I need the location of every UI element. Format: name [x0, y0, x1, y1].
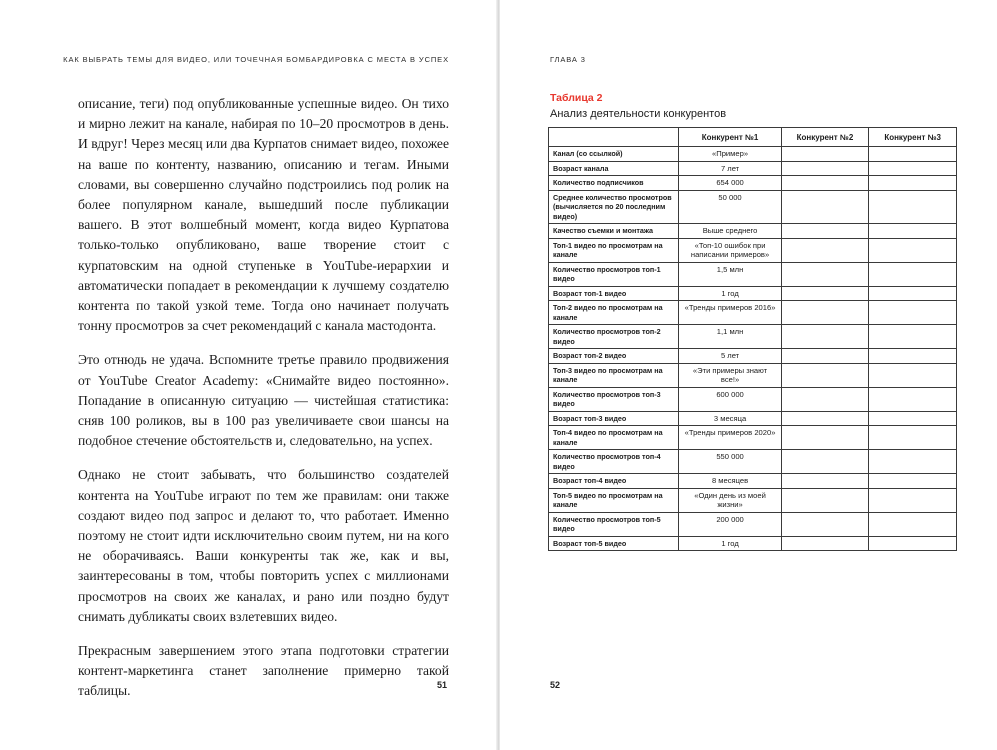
- competitor-3-value: [869, 161, 957, 176]
- row-parameter: Возраст топ-2 видео: [549, 349, 679, 364]
- competitor-1-value: 1,5 млн: [679, 262, 781, 286]
- paragraph: описание, теги) под опубликованные успешные видео. Он тихо и мирно лежит на канале, набирая по 10–20 просмотров в день. И вдруг! Через месяц или два Курпатов снимает видео, похожее на ваше по контенту, названию, описанию и тегам. Иными словами, вы совершенно случайно подстроились под ролик на более популярном канале, вышедший после публикации вашего. В этот волшебный момент, когда видео Курпатова только-только опубликовано, ваше творение стоит с курпатовским на одной ступеньке в YouTube-иерархии и автоматически попадает в рекомендации к лучшему создателю контента по такой узкой теме. Тогда оно начинает получать тонну просмотров за счет рекомендаций с канала мастодонта.: [78, 96, 449, 334]
- competitor-2-value: [781, 426, 869, 450]
- table-row: [549, 363, 957, 387]
- row-parameter: Количество просмотров топ-2 видео: [549, 325, 679, 349]
- competitor-table: [548, 127, 957, 551]
- competitor-3-value: [869, 387, 957, 411]
- competitor-2-value: [781, 238, 869, 262]
- right-page: [500, 0, 997, 750]
- row-parameter: Возраст топ-4 видео: [549, 474, 679, 489]
- table-row: [549, 536, 957, 551]
- row-parameter: Возраст топ-5 видео: [549, 536, 679, 551]
- paragraph: Однако не стоит забывать, что большинство создателей контента на YouTube играют по тем же правилам: они также создают видео под запрос и делают то, что работает. Именно поэтому не стоит идти исключительно своим путем, ни на кого не оборачиваясь. Ваши конкуренты так же, как и вы, заинтересованы в том, чтобы повторить успех с миллионами просмотров на своих же каналах, и рано или поздно будут снимать дубликаты своих взлетевших видео.: [78, 467, 449, 624]
- row-parameter: Топ-2 видео по просмотрам на канале: [549, 301, 679, 325]
- page-number-right: 52: [550, 680, 561, 690]
- competitor-2-value: [781, 190, 869, 224]
- competitor-2-value: [781, 176, 869, 191]
- running-head-left: КАК ВЫБРАТЬ ТЕМЫ ДЛЯ ВИДЕО, ИЛИ ТОЧЕЧНАЯ БОМБАРДИРОВКА С МЕСТА В УСПЕХ: [63, 55, 449, 64]
- competitor-2-value: [781, 349, 869, 364]
- row-parameter: Количество просмотров топ-3 видео: [549, 387, 679, 411]
- competitor-1-value: 7 лет: [679, 161, 781, 176]
- competitor-1-value: 550 000: [679, 450, 781, 474]
- table-row: [549, 286, 957, 301]
- competitor-2-value: [781, 536, 869, 551]
- header-cell-parameter: [549, 128, 679, 147]
- competitor-1-value: 8 месяцев: [679, 474, 781, 489]
- competitor-1-value: 5 лет: [679, 349, 781, 364]
- paragraph: Прекрасным завершением этого этапа подготовки стратегии контент-маркетинга станет заполнение примерно такой таблицы.: [78, 643, 449, 699]
- competitor-3-value: [869, 474, 957, 489]
- table-row: [549, 238, 957, 262]
- competitor-2-value: [781, 161, 869, 176]
- competitor-2-value: [781, 301, 869, 325]
- competitor-2-value: [781, 147, 869, 162]
- header-cell-competitor-1: Конкурент №1: [679, 128, 781, 147]
- table-row: [549, 512, 957, 536]
- competitor-1-value: 3 месяца: [679, 411, 781, 426]
- table-row: [549, 325, 957, 349]
- table-row: [549, 387, 957, 411]
- competitor-3-value: [869, 325, 957, 349]
- competitor-3-value: [869, 301, 957, 325]
- table-row: [549, 190, 957, 224]
- competitor-3-value: [869, 176, 957, 191]
- competitor-2-value: [781, 363, 869, 387]
- competitor-1-value: 50 000: [679, 190, 781, 224]
- row-parameter: Топ-3 видео по просмотрам на канале: [549, 363, 679, 387]
- competitor-3-value: [869, 262, 957, 286]
- row-parameter: Топ-4 видео по просмотрам на канале: [549, 426, 679, 450]
- competitor-1-value: «Один день из моей жизни»: [679, 488, 781, 512]
- competitor-3-value: [869, 286, 957, 301]
- competitor-1-value: 200 000: [679, 512, 781, 536]
- competitor-1-value: «Тренды примеров 2020»: [679, 426, 781, 450]
- table-row: [549, 176, 957, 191]
- table-label: Таблица 2: [550, 92, 603, 104]
- row-parameter: Возраст канала: [549, 161, 679, 176]
- table-row: [549, 161, 957, 176]
- row-parameter: Канал (со ссылкой): [549, 147, 679, 162]
- row-parameter: Среднее количество просмотров (вычисляется по 20 последним видео): [549, 190, 679, 224]
- competitor-1-value: 654 000: [679, 176, 781, 191]
- table-row: [549, 411, 957, 426]
- competitor-2-value: [781, 512, 869, 536]
- competitor-2-value: [781, 488, 869, 512]
- competitor-3-value: [869, 426, 957, 450]
- row-parameter: Количество просмотров топ-1 видео: [549, 262, 679, 286]
- table-row: [549, 262, 957, 286]
- table-row: [549, 349, 957, 364]
- competitor-2-value: [781, 450, 869, 474]
- competitor-2-value: [781, 325, 869, 349]
- competitor-2-value: [781, 262, 869, 286]
- competitor-3-value: [869, 224, 957, 239]
- table-row: [549, 147, 957, 162]
- competitor-2-value: [781, 474, 869, 489]
- row-parameter: Возраст топ-3 видео: [549, 411, 679, 426]
- competitor-2-value: [781, 224, 869, 239]
- paragraph: Это отнюдь не удача. Вспомните третье правило продвижения от YouTube Creator Academy: «Снимайте видео постоянно». Попадание в описанную ситуацию — чистейшая статистика: сняв 100 роликов, вы в 100 раз увеличиваете свои шансы на подобное стечение обстоятельств и, следовательно, на успех.: [78, 352, 449, 449]
- competitor-2-value: [781, 387, 869, 411]
- competitor-1-value: «Эти примеры знают все!»: [679, 363, 781, 387]
- competitor-3-value: [869, 450, 957, 474]
- table-row: [549, 301, 957, 325]
- running-head-right: ГЛАВА 3: [550, 55, 586, 64]
- table-header-row: [549, 128, 957, 147]
- competitor-1-value: 1,1 млн: [679, 325, 781, 349]
- competitor-1-value: «Топ-10 ошибок при написании примеров»: [679, 238, 781, 262]
- page-number-left: 51: [437, 680, 448, 690]
- competitor-1-value: «Пример»: [679, 147, 781, 162]
- header-cell-competitor-2: Конкурент №2: [781, 128, 869, 147]
- row-parameter: Возраст топ-1 видео: [549, 286, 679, 301]
- table-row: [549, 224, 957, 239]
- table-row: [549, 426, 957, 450]
- table-row: [549, 450, 957, 474]
- competitor-3-value: [869, 349, 957, 364]
- competitor-1-value: Выше среднего: [679, 224, 781, 239]
- competitor-1-value: 1 год: [679, 286, 781, 301]
- competitor-3-value: [869, 512, 957, 536]
- row-parameter: Количество просмотров топ-5 видео: [549, 512, 679, 536]
- competitor-1-value: «Тренды примеров 2016»: [679, 301, 781, 325]
- competitor-2-value: [781, 411, 869, 426]
- competitor-3-value: [869, 363, 957, 387]
- competitor-3-value: [869, 488, 957, 512]
- table-row: [549, 488, 957, 512]
- row-parameter: Количество просмотров топ-4 видео: [549, 450, 679, 474]
- row-parameter: Топ-1 видео по просмотрам на канале: [549, 238, 679, 262]
- row-parameter: Топ-5 видео по просмотрам на канале: [549, 488, 679, 512]
- competitor-1-value: 1 год: [679, 536, 781, 551]
- row-parameter: Количество подписчиков: [549, 176, 679, 191]
- header-cell-competitor-3: Конкурент №3: [869, 128, 957, 147]
- competitor-3-value: [869, 190, 957, 224]
- body-text: [78, 94, 449, 716]
- competitor-2-value: [781, 286, 869, 301]
- competitor-3-value: [869, 238, 957, 262]
- competitor-3-value: [869, 147, 957, 162]
- left-page: [0, 0, 497, 750]
- table-title: Анализ деятельности конкурентов: [550, 108, 727, 120]
- competitor-1-value: 600 000: [679, 387, 781, 411]
- table-row: [549, 474, 957, 489]
- row-parameter: Качество съемки и монтажа: [549, 224, 679, 239]
- competitor-3-value: [869, 536, 957, 551]
- competitor-3-value: [869, 411, 957, 426]
